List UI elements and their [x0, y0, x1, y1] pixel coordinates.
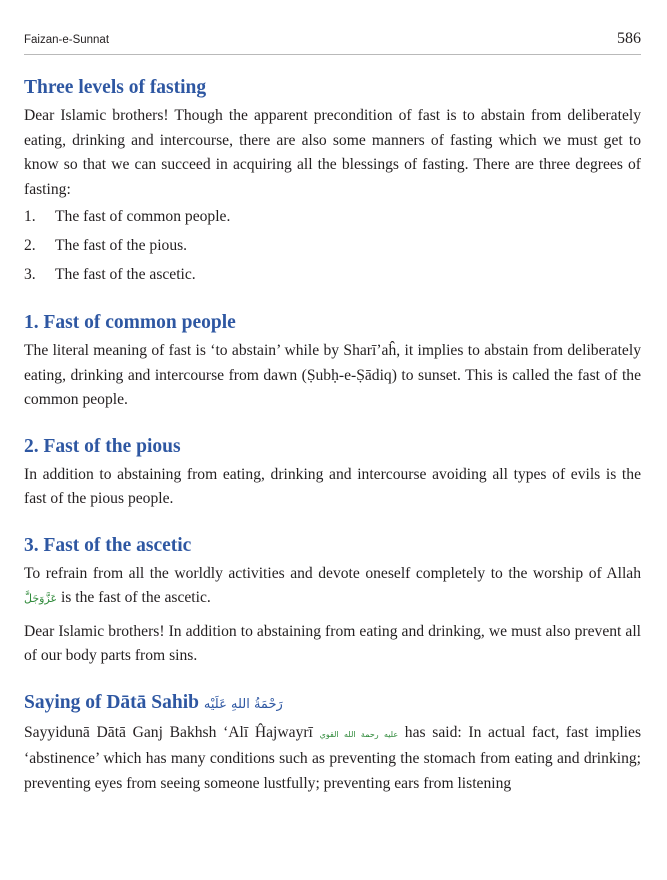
heading-arabic-honorific: رَحْمَةُ اللهِ عَلَيْه [203, 696, 283, 712]
list-item [24, 260, 641, 289]
section-data-sahib [24, 687, 641, 797]
heading-ascetic: 3. Fast of the ascetic [24, 534, 192, 556]
heading-pious: 2. Fast of the pious [24, 435, 181, 457]
list-item [24, 202, 641, 231]
list-item [24, 231, 641, 260]
paragraph-common-people: The literal meaning of fast is ‘to abstain’ while by Sharī’aĥ, it implies to abstain from deliberately eating, drinking and intercourse from dawn (Ṣubḥ-e-Ṣādiq) to sunset. This is called the fast of the common people. [24, 342, 641, 408]
paragraph-body-parts: Dear Islamic brothers! In addition to abstaining from eating and drinking, we must also prevent all of our body parts from sins. [24, 622, 641, 664]
page-header [24, 30, 641, 55]
paragraph-ascetic [24, 562, 641, 612]
section-three-levels [24, 72, 641, 289]
arabic-honorific: عَزَّوَجَلَّ [24, 592, 58, 605]
list-item-number: 1. [24, 208, 36, 225]
page-content [24, 72, 641, 796]
ascetic-text-start: To refrain from all the worldly activities and devote oneself completely to the worship of Allah [24, 564, 641, 582]
data-sahib-text-start: Sayyidunā Dātā Ganj Bakhsh ‘Alī Ĥajwayrī [24, 723, 320, 741]
paragraph-data-sahib [24, 721, 641, 797]
list-item-text: The fast of common people. [55, 208, 231, 225]
section-pious [24, 431, 641, 512]
data-sahib-text-end: has said: In actual fact, fast implies ‘abstinence’ which has many conditions such as preventing the stomach from eating and drinking; preventing eyes from seeing someone lustfully; preventing ears from listening [24, 723, 642, 792]
book-title: Faizan-e-Sunnat [24, 34, 110, 46]
paragraph-intro: Dear Islamic brothers! Though the apparent precondition of fast is to abstain from deliberately eating, drinking and intercourse, there are also some manners of fasting which we must get to know so that we can succeed in acquiring all the blessings of fasting. There are three degrees of fasting: [24, 107, 641, 198]
list-item-text: The fast of the ascetic. [55, 266, 196, 283]
heading-three-levels: Three levels of fasting [24, 77, 207, 98]
ascetic-text-end: is the fast of the ascetic. [57, 589, 211, 606]
heading-data-sahib [24, 687, 641, 721]
arabic-honorific-small: عليه رحمة الله القوي [319, 729, 399, 739]
section-ascetic [24, 530, 641, 669]
list-item-number: 3. [24, 266, 36, 283]
page-number: 586 [617, 30, 641, 47]
heading-common-people: 1. Fast of common people [24, 312, 236, 333]
heading-data-sahib-text: Saying of Dātā Sahib [24, 691, 204, 713]
fasting-degrees-list [24, 202, 641, 289]
list-item-number: 2. [24, 237, 36, 254]
paragraph-pious: In addition to abstaining from eating, drinking and intercourse avoiding all types of evils is the fast of the pious people. [24, 465, 641, 507]
section-common-people [24, 307, 641, 413]
list-item-text: The fast of the pious. [55, 237, 188, 254]
